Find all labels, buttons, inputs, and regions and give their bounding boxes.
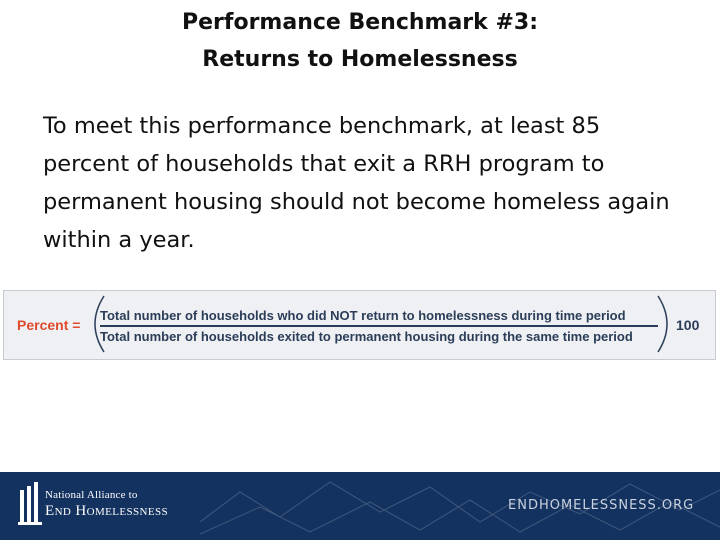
right-parenthesis	[654, 294, 678, 354]
formula-multiplier: 100	[676, 317, 700, 333]
title-line-1: Performance Benchmark #3:	[182, 10, 538, 35]
body-paragraph: To meet this performance benchmark, at least 85 percent of households that exit a RRH program to permanent housing should not become homeless again within a year.	[43, 113, 670, 253]
formula-label: Percent =	[17, 317, 81, 333]
slide-title	[0, 4, 720, 78]
formula-box	[3, 290, 716, 360]
website-link[interactable]: ENDHOMELESSNESS.ORG	[508, 498, 695, 513]
formula-fraction	[100, 307, 658, 345]
formula-denominator: Total number of households exited to permanent housing during the same time period	[100, 328, 633, 344]
footer-banner	[0, 472, 720, 540]
alliance-logo-icon	[18, 482, 42, 526]
formula-numerator: Total number of households who did NOT return to homelessness during time period	[100, 308, 626, 323]
org-name-line-1: National Alliance to	[45, 489, 138, 501]
org-name-line-2: End Homelessness	[45, 503, 169, 519]
title-line-2: Returns to Homelessness	[202, 47, 518, 72]
